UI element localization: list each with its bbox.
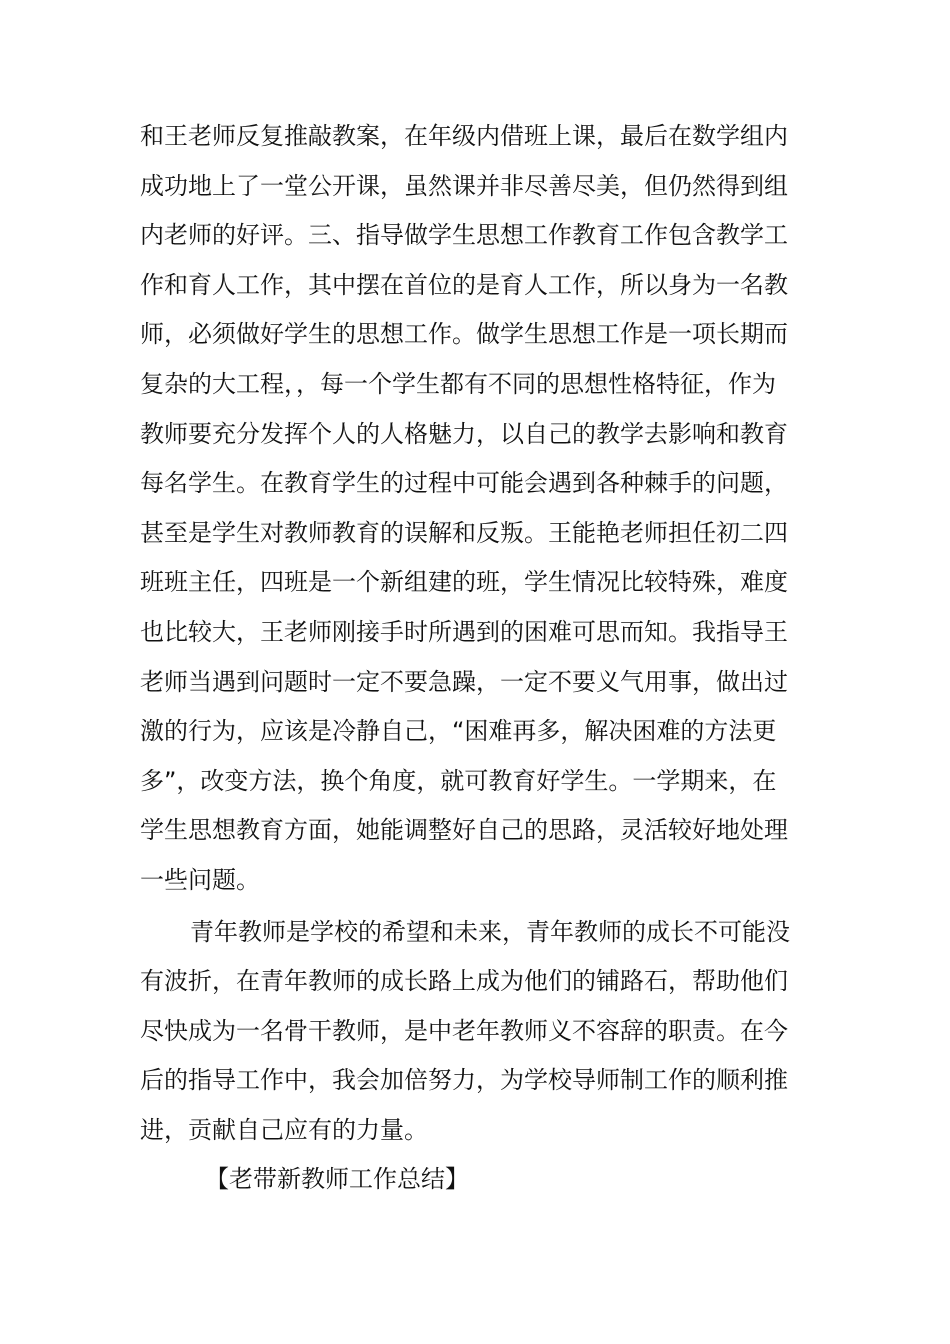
text-line: 作和育人工作，其中摆在首位的是育人工作，所以身为一名教 [140, 270, 788, 299]
text-line: 激的行为，应该是冷静自己，“困难再多，解决困难的方法更 [140, 717, 777, 746]
text-line: 也比较大，王老师刚接手时所遇到的困难可思而知。我指导王 [140, 617, 788, 646]
text-line: 师，必须做好学生的思想工作。做学生思想工作是一项长期而 [140, 320, 788, 349]
text-line: 成功地上了一堂公开课，虽然课并非尽善尽美，但仍然得到组 [140, 171, 788, 200]
text-line: 尽快成为一名骨干教师，是中老年教师义不容辞的职责。在今 [140, 1016, 788, 1045]
paragraph-2 [140, 908, 812, 1156]
text-line: 后的指导工作中，我会加倍努力，为学校导师制工作的顺利推 [140, 1066, 788, 1095]
text-line: 和王老师反复推敲教案，在年级内借班上课，最后在数学组内 [140, 122, 788, 150]
text-line: 进，贡献自己应有的力量。 [140, 1115, 428, 1144]
section-heading: 【老带新教师工作总结】 [205, 1165, 469, 1193]
text-line: 一些问题。 [140, 865, 260, 894]
text-line: 每名学生。在教育学生的过程中可能会遇到各种棘手的问题， [140, 469, 788, 498]
paragraph-1 [140, 112, 812, 906]
text-line: 老师当遇到问题时一定不要急躁，一定不要义气用事，做出过 [140, 667, 788, 696]
text-line: 青年教师是学校的希望和未来，青年教师的成长不可能没 [190, 917, 790, 946]
text-line: 班班主任，四班是一个新组建的班，学生情况比较特殊，难度 [140, 568, 788, 597]
text-line: 教师要充分发挥个人的人格魅力，以自己的教学去影响和教育 [140, 419, 788, 448]
text-line: 有波折，在青年教师的成长路上成为他们的铺路石，帮助他们 [140, 967, 788, 996]
text-line: 甚至是学生对教师教育的误解和反叛。王能艳老师担任初二四 [140, 518, 788, 547]
text-line: 多”，改变方法，换个角度，就可教育好学生。一学期来，在 [140, 766, 777, 795]
text-line: 内老师的好评。三、指导做学生思想工作教育工作包含教学工 [140, 221, 788, 250]
text-line: 学生思想教育方面，她能调整好自己的思路，灵活较好地处理 [140, 816, 788, 845]
text-line: 复杂的大工程，，每一个学生都有不同的思想性格特征，作为 [140, 369, 776, 398]
body-text [140, 112, 812, 1155]
